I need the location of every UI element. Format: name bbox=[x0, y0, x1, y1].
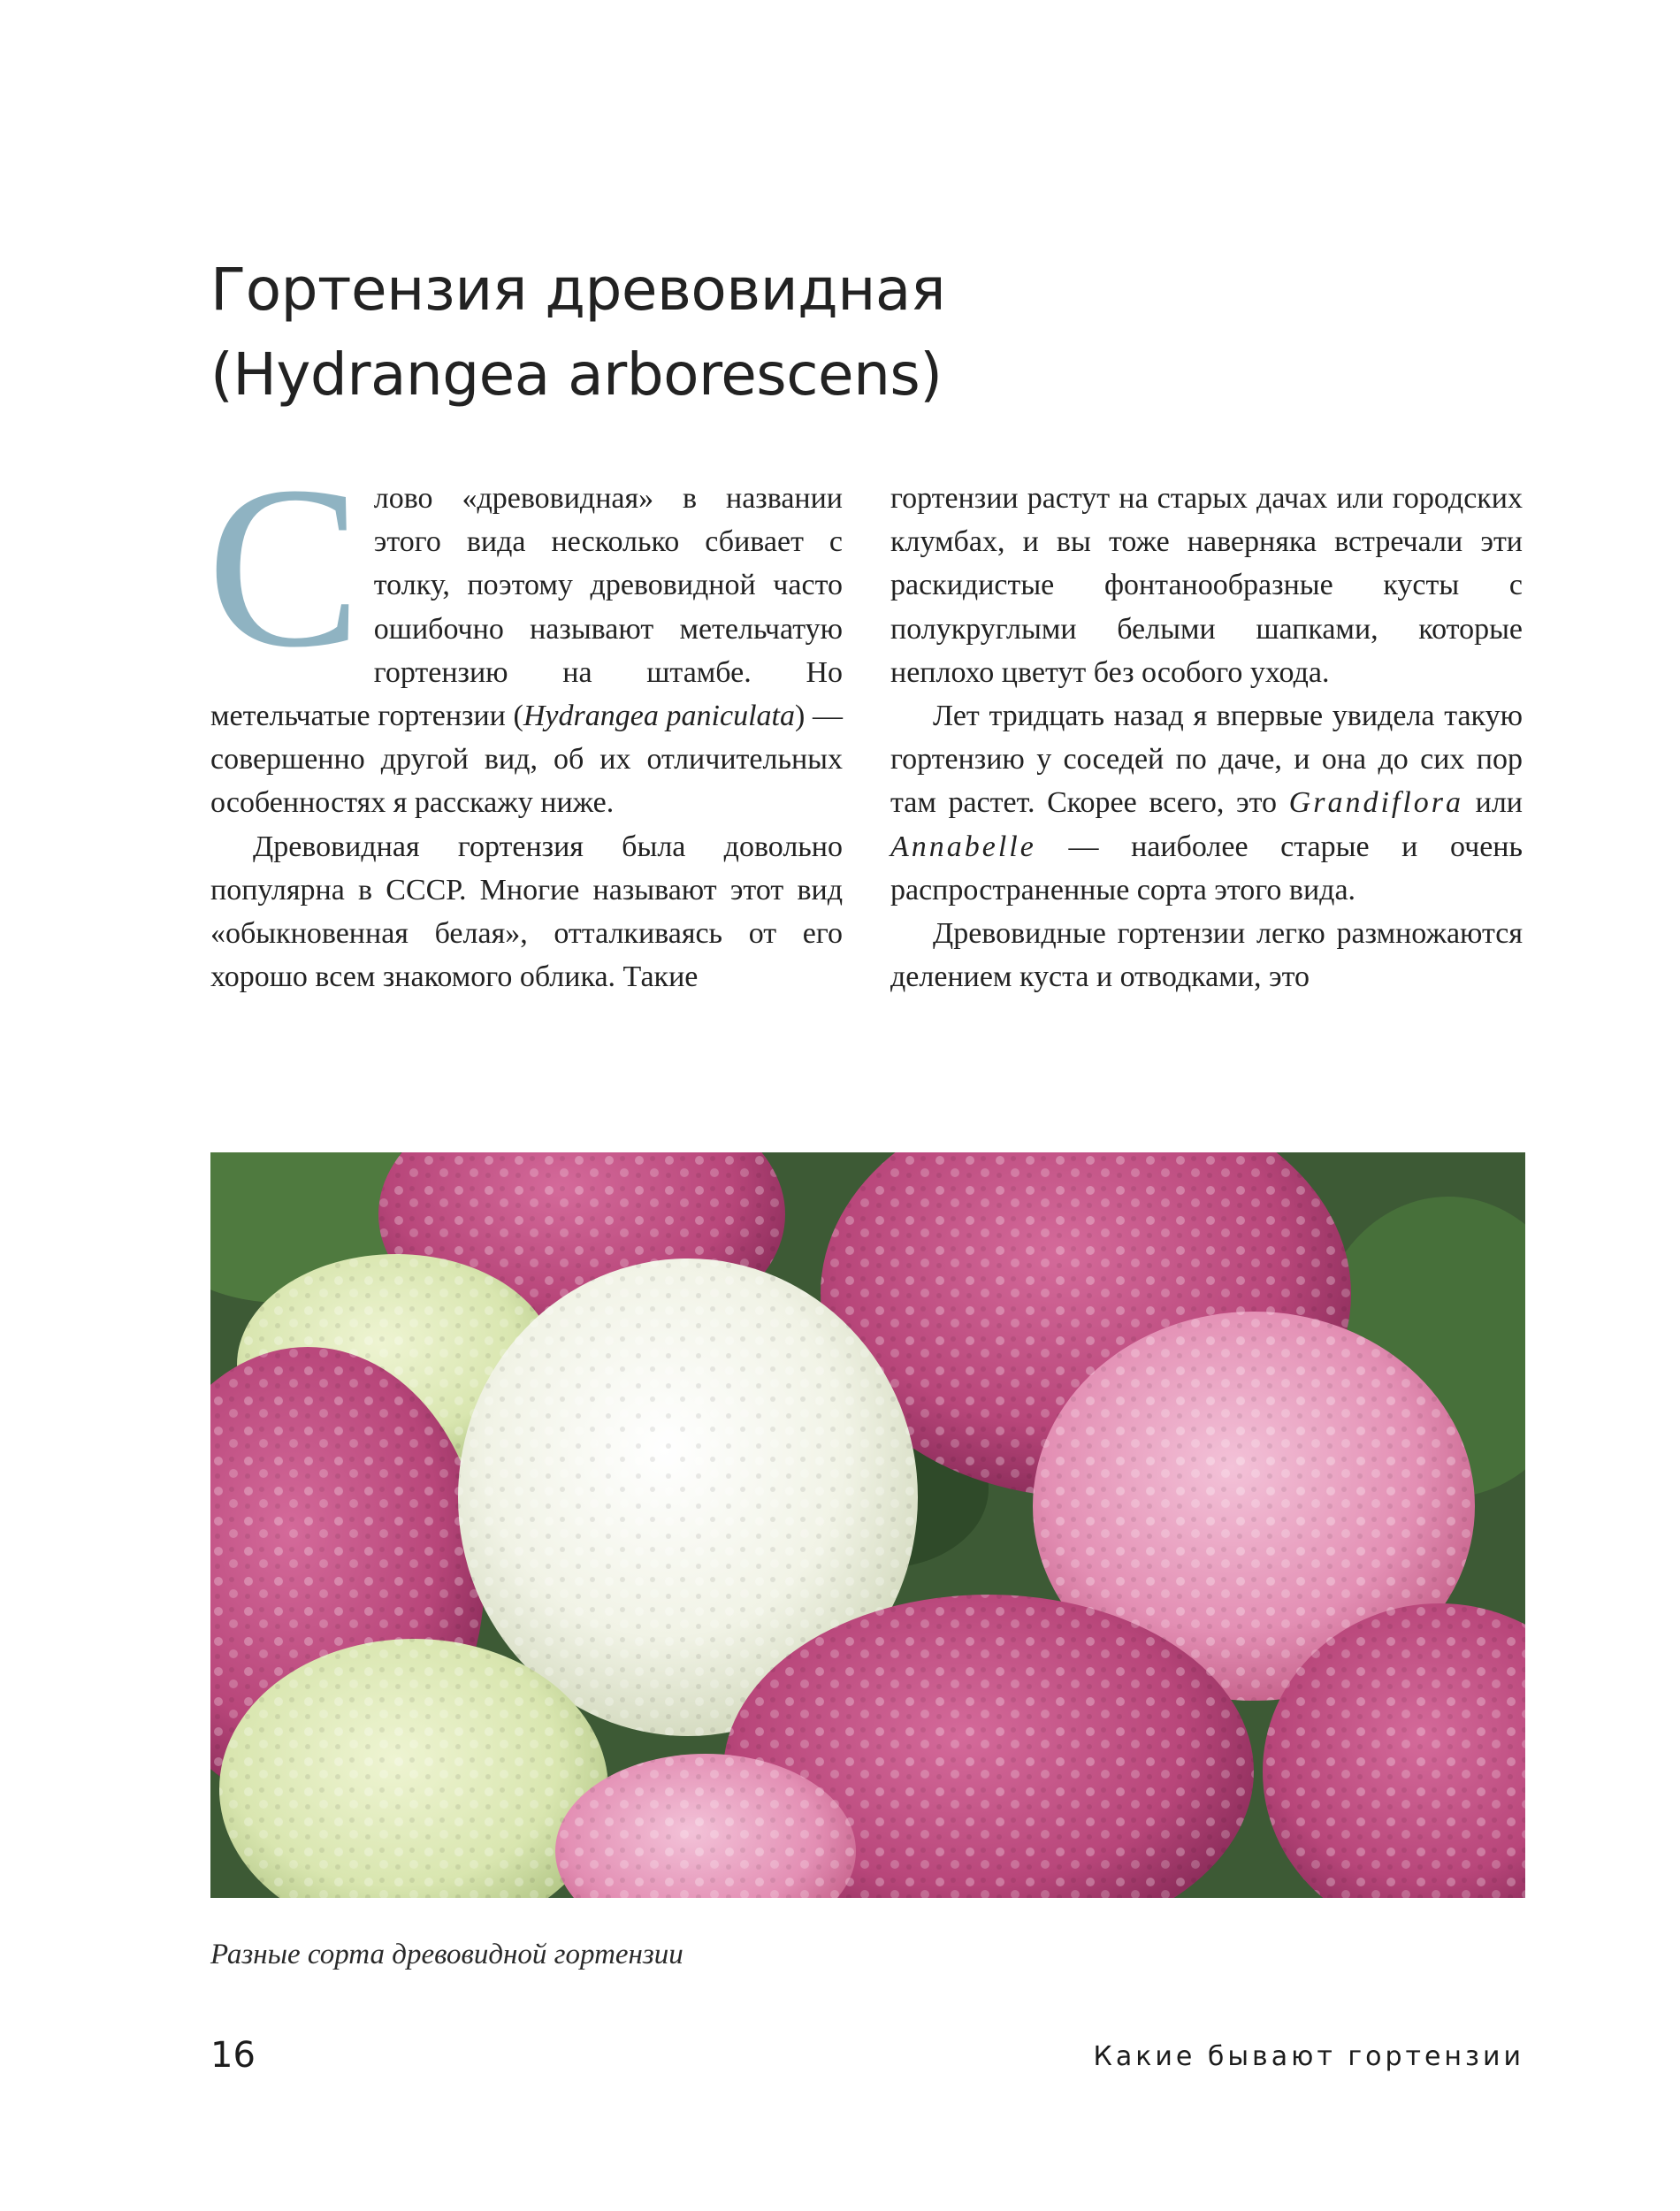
latin-name-paniculata: Hydrangea paniculata bbox=[523, 700, 795, 733]
hydrangea-photo bbox=[210, 1152, 1525, 1898]
heading-line-1: Гортензия древовидная bbox=[210, 256, 946, 324]
paragraph-3-mid: или bbox=[1463, 786, 1523, 820]
text-column-right bbox=[890, 477, 1523, 1043]
running-head: Какие бывают гортензии bbox=[1093, 2041, 1524, 2072]
cultivar-annabelle: Annabelle bbox=[890, 830, 1036, 863]
paragraph-4: Древовидные гортензии легко размножаются делением куста и отводками, это bbox=[890, 917, 1523, 994]
paragraph-3-start: Лет тридцать назад я впервые увидела такую гортензию у соседей по даче, и она до сих пор там растет. Скорее всего, это bbox=[890, 700, 1523, 820]
text-column-left bbox=[207, 439, 843, 1043]
drop-cap: С bbox=[207, 439, 362, 695]
paragraph-2: Древовидная гортензия была довольно популярна в СССР. Многие называют этот вид «обыкновенная белая», отталкиваясь от его хорошо всем знакомого облика. Такие bbox=[210, 830, 843, 994]
page-heading bbox=[210, 248, 1537, 417]
page-number: 16 bbox=[210, 2035, 256, 2076]
figure-caption: Разные сорта древовидной гортензии bbox=[210, 1939, 683, 1970]
paragraph-1 bbox=[207, 439, 843, 825]
paragraph-2-continued: гортензии растут на старых дачах или городских клумбах, и вы тоже наверняка встречали эти раскидистые фонтанообразные кусты с полукруглыми белыми шапками, которые неплохо цветут без особого ухода. bbox=[890, 482, 1523, 689]
paragraph-3-end: — наиболее старые и очень распространенные сорта этого вида. bbox=[890, 830, 1523, 907]
paragraph-3 bbox=[890, 694, 1523, 912]
hydrangea-illustration bbox=[210, 1152, 1525, 1898]
heading-line-2: (Hydrangea arborescens) bbox=[210, 340, 943, 409]
paragraph-1-end: ) — совершенно другой вид, об их отличительных особенностях я расскажу ниже. bbox=[210, 700, 843, 820]
cultivar-grandiflora: Grandiflora bbox=[1288, 786, 1464, 820]
paragraph-1-text: лово «древовидная» в названии этого вида несколько сбивает с толку, поэтому древовидной часто ошибочно называют метельчатую гортензию на штамбе. Но метельчатые гортензии ( bbox=[210, 482, 843, 733]
